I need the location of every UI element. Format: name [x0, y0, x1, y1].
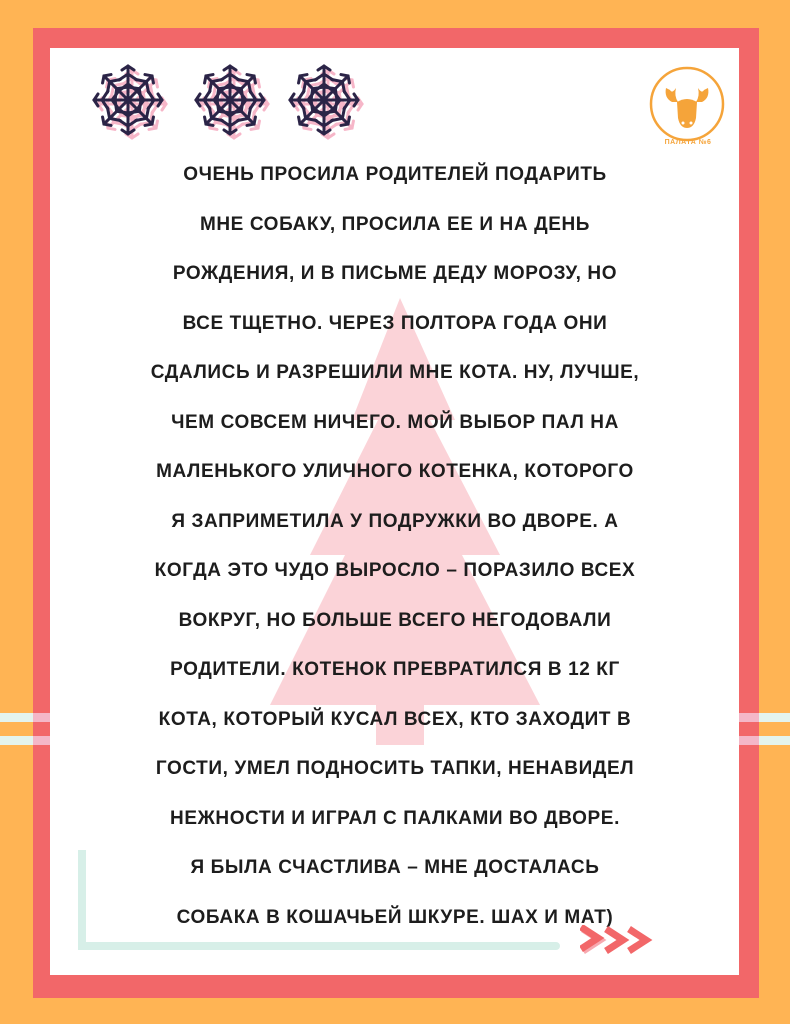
- story-line: ВОКРУГ, НО БОЛЬШЕ ВСЕГО НЕГОДОВАЛИ: [178, 609, 612, 631]
- corner-line: [76, 850, 576, 960]
- story-line: Я ЗАПРИМЕТИЛА У ПОДРУЖКИ ВО ДВОРЕ. А: [171, 510, 619, 532]
- story-line: РОЖДЕНИЯ, И В ПИСЬМЕ ДЕДУ МОРОЗУ, НО: [172, 263, 618, 284]
- story-line: Я БЫЛА СЧАСТЛИВА – МНЕ ДОСТАЛАСЬ: [190, 857, 600, 878]
- story-line: СОБАКА В КОШАЧЬЕЙ ШКУРЕ. ШАХ И МАТ): [176, 906, 614, 928]
- snowflake-icon: [290, 66, 362, 138]
- story-line: МНЕ СОБАКУ, ПРОСИЛА ЕЕ И НА ДЕНЬ: [199, 213, 591, 235]
- story-line: МАЛЕНЬКОГО УЛИЧНОГО КОТЕНКА, КОТОРОГО: [156, 461, 634, 482]
- story-line: НЕЖНОСТИ И ИГРАЛ С ПАЛКАМИ ВО ДВОРЕ.: [170, 807, 620, 829]
- story-line: КОГДА ЭТО ЧУДО ВЫРОСЛО – ПОРАЗИЛО ВСЕХ: [154, 560, 636, 581]
- story-line: ВСЕ ТЩЕТНО. ЧЕРЕЗ ПОЛТОРА ГОДА ОНИ: [182, 312, 608, 334]
- story-text: [62, 150, 728, 942]
- snowflake-icon: [94, 66, 166, 138]
- story-line: РОДИТЕЛИ. КОТЕНОК ПРЕВРАТИЛСЯ В 12 КГ: [170, 659, 620, 680]
- story-line: КОТА, КОТОРЫЙ КУСАЛ ВСЕХ, КТО ЗАХОДИТ В: [158, 708, 632, 730]
- snowflakes-row: [88, 62, 378, 142]
- story-line: СДАЛИСЬ И РАЗРЕШИЛИ МНЕ КОТА. НУ, ЛУЧШЕ,: [150, 362, 640, 383]
- story-line: ГОСТИ, УМЕЛ ПОДНОСИТЬ ТАПКИ, НЕНАВИДЕЛ: [155, 758, 635, 779]
- snowflake-icon: [196, 66, 268, 138]
- story-line: ОЧЕНЬ ПРОСИЛА РОДИТЕЛЕЙ ПОДАРИТЬ: [183, 164, 607, 185]
- logo-text: ПАЛАТА №6: [664, 139, 712, 146]
- arrows-icon: [580, 925, 670, 955]
- story-line: ЧЕМ СОВСЕМ НИЧЕГО. МОЙ ВЫБОР ПАЛ НА: [171, 411, 619, 433]
